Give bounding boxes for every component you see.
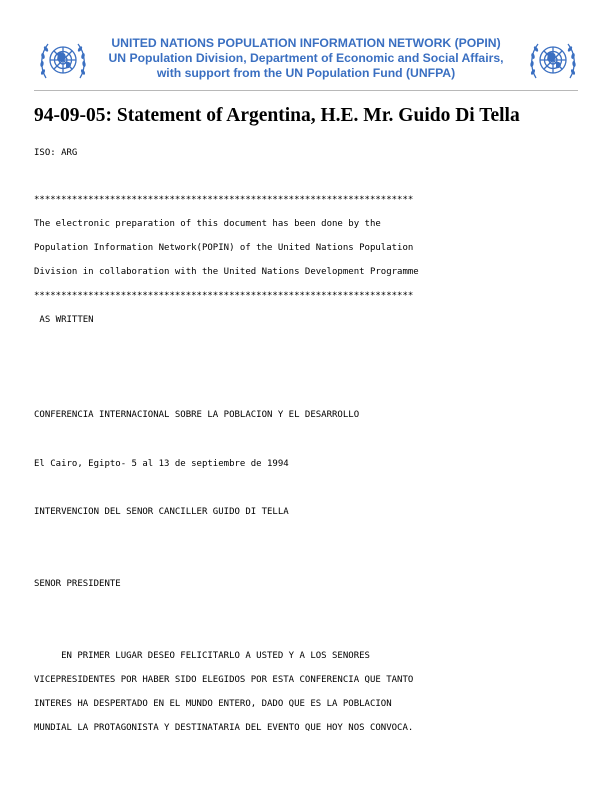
header-line-3: with support from the UN Population Fund (UNFPA) xyxy=(156,66,456,80)
conference-heading: CONFERENCIA INTERNACIONAL SOBRE LA POBLACION Y EL DESARROLLO xyxy=(34,410,360,420)
as-written-label: AS WRITTEN xyxy=(34,315,94,325)
header-divider xyxy=(34,90,578,91)
notice-line-2: Population Information Network(POPIN) of the United Nations Population xyxy=(34,243,414,253)
un-emblem-icon xyxy=(528,38,578,84)
asterisk-rule-bottom: ********************************************************************** xyxy=(34,291,414,301)
header-title-block xyxy=(92,36,520,81)
header-line-2: UN Population Division, Department of Economic and Social Affairs, xyxy=(108,51,504,65)
page-header xyxy=(34,36,578,90)
notice-line-3: Division in collaboration with the United Nations Development Programme xyxy=(34,267,419,277)
intervention-heading: INTERVENCION DEL SENOR CANCILLER GUIDO DI TELLA xyxy=(34,507,289,517)
body-line-2: VICEPRESIDENTES POR HABER SIDO ELEGIDOS POR ESTA CONFERENCIA QUE TANTO xyxy=(34,675,414,685)
notice-line-1: The electronic preparation of this document has been done by the xyxy=(34,219,381,229)
asterisk-rule-top: ********************************************************************** xyxy=(34,195,414,205)
un-emblem-icon xyxy=(38,38,88,84)
iso-code: ISO: ARG xyxy=(34,148,78,158)
body-line-4: MUNDIAL LA PROTAGONISTA Y DESTINATARIA DEL EVENTO QUE HOY NOS CONVOCA. xyxy=(34,723,414,733)
body-line-1: EN PRIMER LUGAR DESEO FELICITARLO A USTED Y A LOS SENORES xyxy=(34,651,370,661)
salutation: SENOR PRESIDENTE xyxy=(34,579,121,589)
place-date-line: El Cairo, Egipto- 5 al 13 de septiembre de 1994 xyxy=(34,459,289,469)
document-title: 94-09-05: Statement of Argentina, H.E. Mr. Guido Di Tella xyxy=(34,105,520,126)
body-line-3: INTERES HA DESPERTADO EN EL MUNDO ENTERO, DADO QUE ES LA POBLACION xyxy=(34,699,392,709)
header-line-1: UNITED NATIONS POPULATION INFORMATION NETWORK (POPIN) xyxy=(111,36,501,50)
